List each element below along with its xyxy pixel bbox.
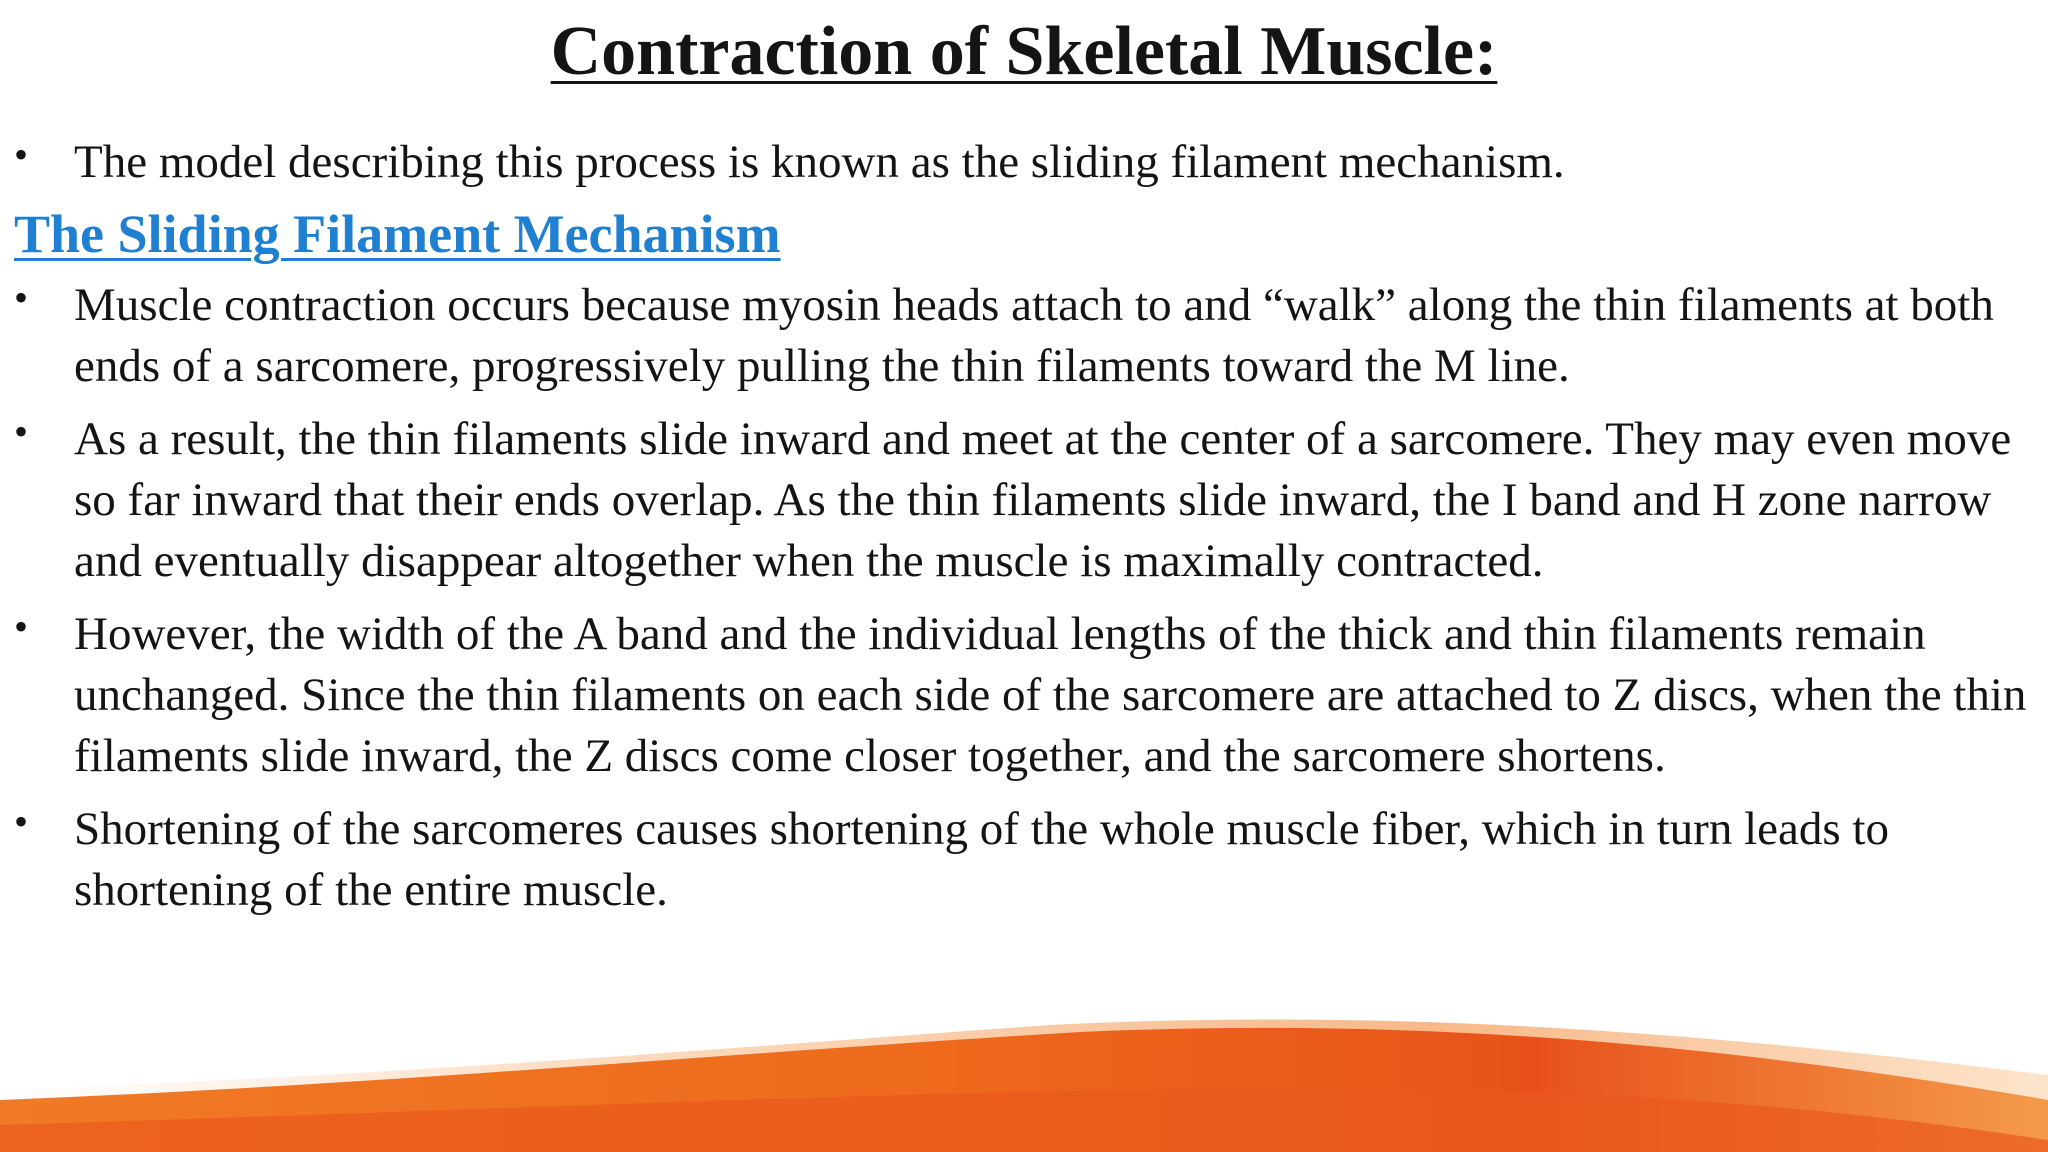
- bullet-glyph: •: [14, 799, 29, 844]
- list-item-text: Shortening of the sarcomeres causes shortening of the whole muscle fiber, which in turn leads to shortening of the entire muscle.: [74, 803, 1889, 916]
- list-item: [14, 409, 2034, 592]
- bullet-glyph: •: [14, 604, 29, 649]
- intro-bullet-text: The model describing this process is known as the sliding filament mechanism.: [74, 136, 1565, 188]
- list-item-text: However, the width of the A band and the individual lengths of the thick and thin filaments remain unchanged. Since the thin filaments on each side of the sarcomere are attached to Z discs, when the thin filaments slide inward, the Z discs come closer together, and the sarcomere shortens.: [74, 608, 2027, 782]
- bullet-glyph: •: [14, 409, 29, 454]
- section-subheading-text: The Sliding Filament Mechanism: [14, 204, 781, 264]
- bullet-glyph: •: [14, 132, 29, 177]
- section-subheading: [14, 199, 2034, 269]
- list-item: [14, 275, 2034, 397]
- list-item: [14, 604, 2034, 787]
- list-item-text: Muscle contraction occurs because myosin heads attach to and “walk” along the thin filaments at both ends of a sarcomere, progressively pulling the thin filaments toward the M line.: [74, 279, 1994, 392]
- intro-bullet: [14, 132, 2034, 193]
- slide-title-text: Contraction of Skeletal Muscle:: [550, 13, 1498, 90]
- list-item-text: As a result, the thin filaments slide inward and meet at the center of a sarcomere. They may even move so far inward that their ends overlap. As the thin filaments slide inward, the I band and H zone narrow and eventually disappear altogether when the muscle is maximally contracted.: [74, 413, 2012, 587]
- bullet-glyph: •: [14, 275, 29, 320]
- slide-title: [0, 6, 2048, 98]
- slide-content: [14, 132, 2034, 921]
- list-item: [14, 799, 2034, 921]
